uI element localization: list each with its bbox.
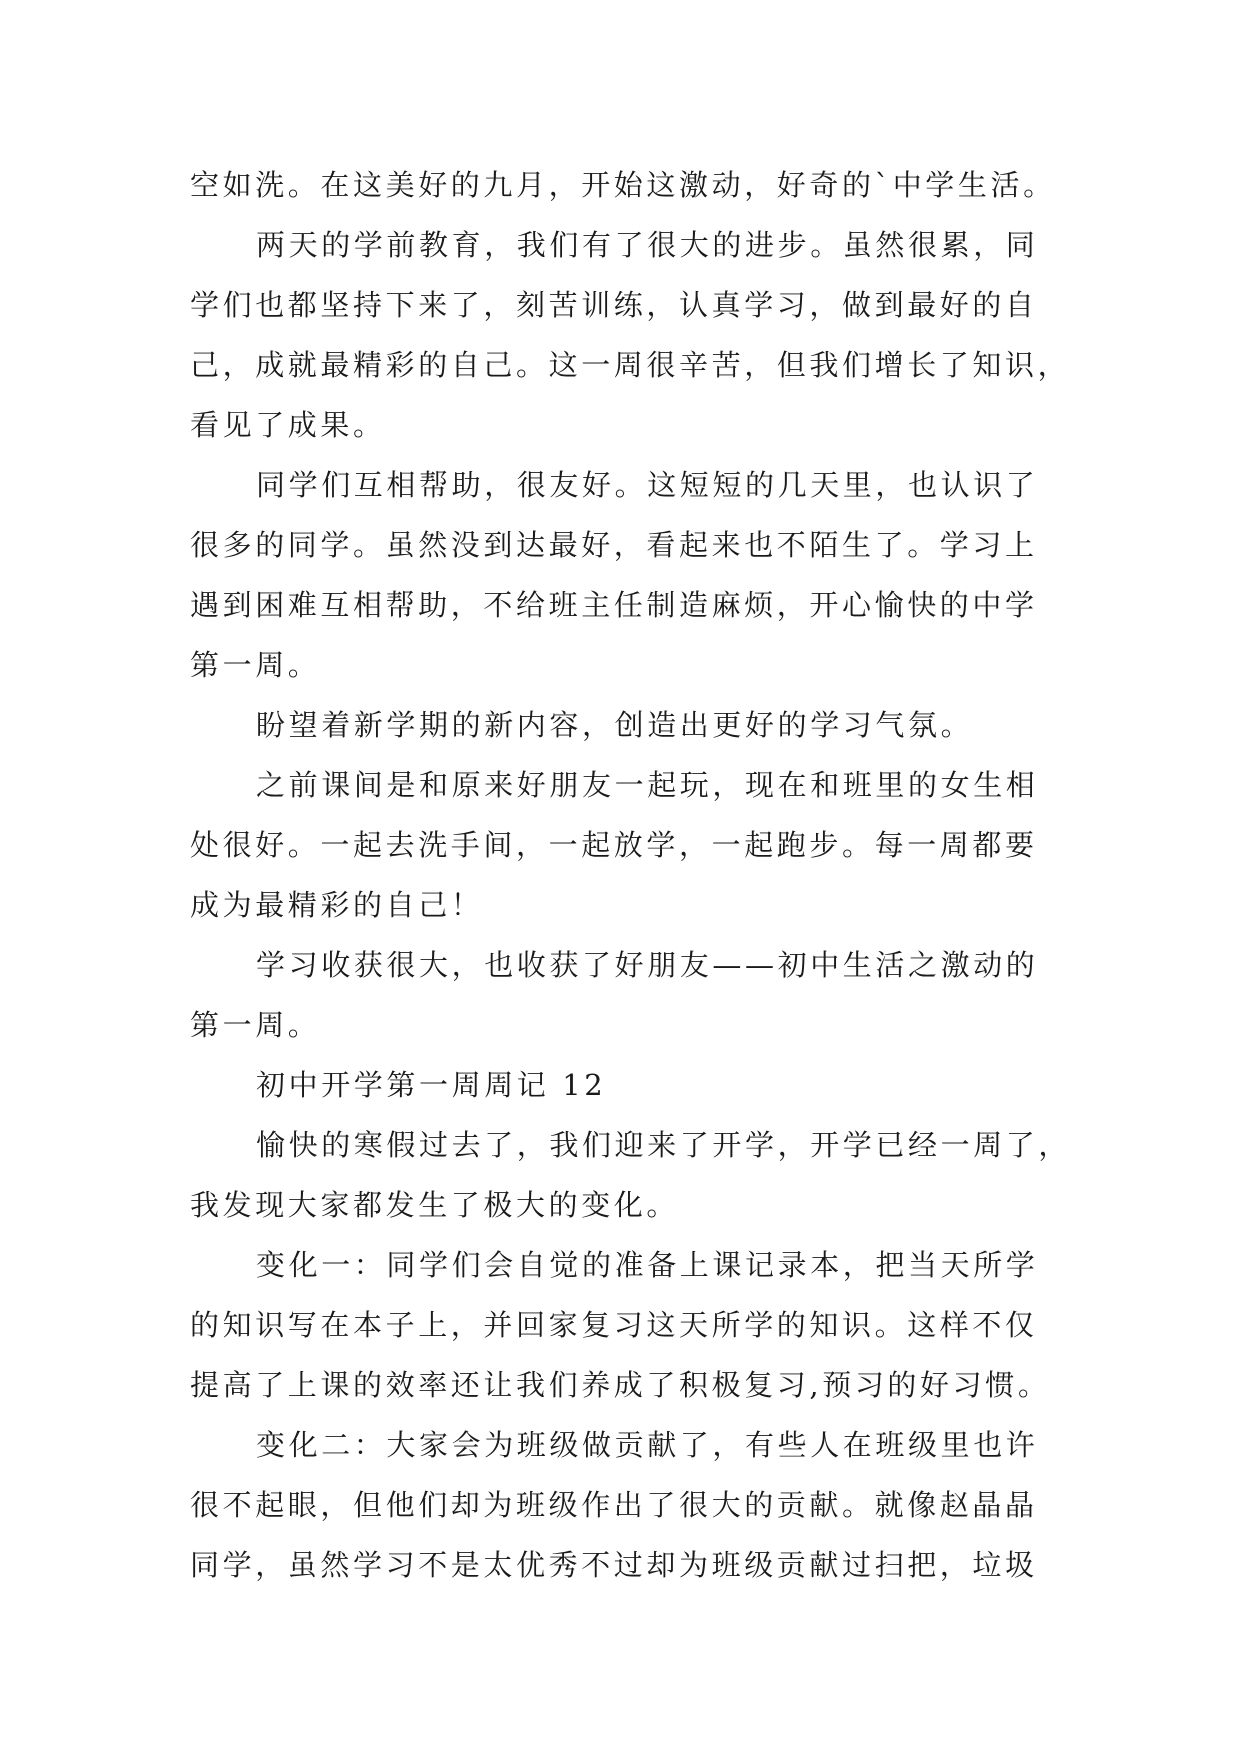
text-line: 处很好。一起去洗手间，一起放学，一起跑步。每一周都要: [190, 828, 1038, 862]
text-line: 盼望着新学期的新内容，创造出更好的学习气氛。: [256, 708, 974, 742]
text-line: 同学，虽然学习不是太优秀不过却为班级贡献过扫把，垃圾: [190, 1548, 1038, 1582]
text-line: 愉快的寒假过去了，我们迎来了开学，开学已经一周了，: [256, 1128, 1072, 1162]
text-line: 变化一：同学们会自觉的准备上课记录本，把当天所学: [256, 1248, 1039, 1282]
text-line: 很多的同学。虽然没到达最好，看起来也不陌生了。学习上: [190, 528, 1038, 562]
text-line: 空如洗。在这美好的九月，开始这激动，好奇的`中学生活。: [190, 168, 1056, 202]
text-line: 第一周。: [190, 648, 321, 682]
text-line: 同学们互相帮助，很友好。这短短的几天里，也认识了: [256, 468, 1039, 502]
text-line: 的知识写在本子上，并回家复习这天所学的知识。这样不仅: [190, 1308, 1038, 1342]
text-line: 我发现大家都发生了极大的变化。: [190, 1188, 680, 1222]
text-line: 成为最精彩的自己！: [190, 888, 484, 922]
text-line: 之前课间是和原来好朋友一起玩，现在和班里的女生相: [256, 768, 1039, 802]
section-heading: 初中开学第一周周记 12: [256, 1068, 607, 1102]
text-line: 第一周。: [190, 1008, 321, 1042]
text-line: 己，成就最精彩的自己。这一周很辛苦，但我们增长了知识，: [190, 348, 1071, 382]
text-line: 很不起眼，但他们却为班级作出了很大的贡献。就像赵晶晶: [190, 1488, 1038, 1522]
text-line: 看见了成果。: [190, 408, 386, 442]
text-line: 变化二：大家会为班级做贡献了，有些人在班级里也许: [256, 1428, 1039, 1462]
text-line: 提高了上课的效率还让我们养成了积极复习,预习的好习惯。: [190, 1368, 1051, 1402]
text-line: 遇到困难互相帮助，不给班主任制造麻烦，开心愉快的中学: [190, 588, 1038, 622]
text-line: 学习收获很大，也收获了好朋友——初中生活之激动的: [256, 948, 1039, 982]
text-line: 两天的学前教育，我们有了很大的进步。虽然很累，同: [256, 228, 1039, 262]
text-line: 学们也都坚持下来了，刻苦训练，认真学习，做到最好的自: [190, 288, 1038, 322]
